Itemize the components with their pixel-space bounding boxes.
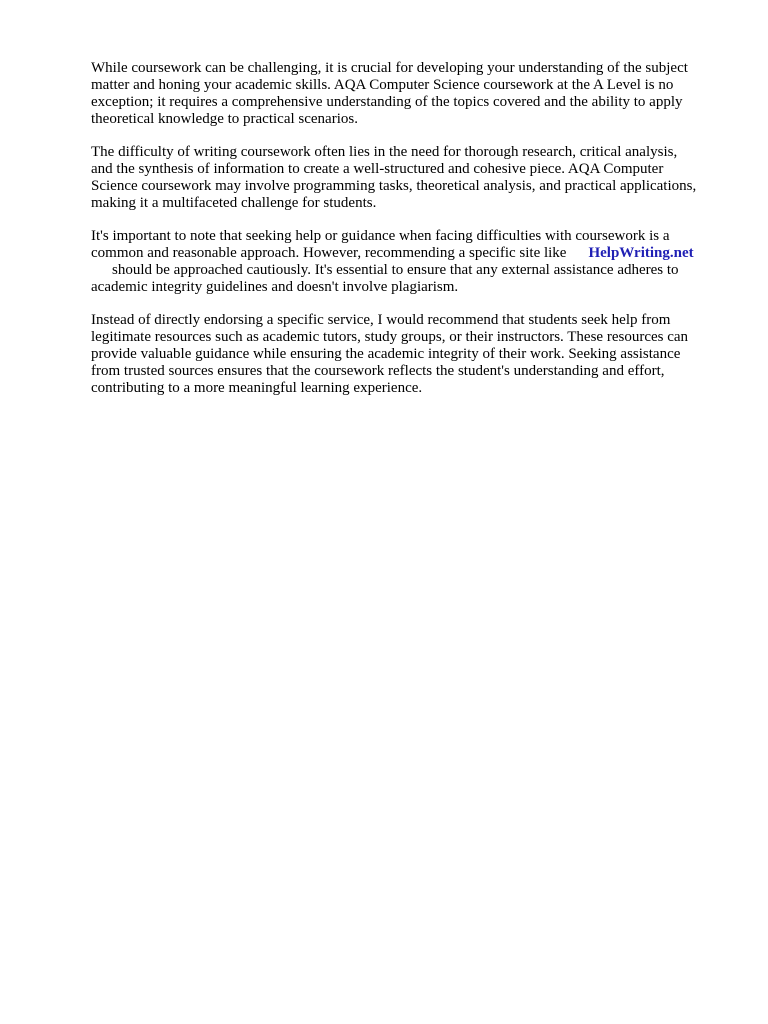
- paragraph-4: [91, 312, 721, 397]
- paragraph-2-line-3: Science coursework may involve programming tasks, theoretical analysis, and practical applications,: [91, 178, 697, 194]
- helpwriting-link[interactable]: HelpWriting.net: [588, 245, 694, 261]
- paragraph-2: [91, 144, 721, 212]
- paragraph-4-line-4: from trusted sources ensures that the coursework reflects the student's understanding and effort,: [91, 363, 665, 379]
- paragraph-2-line-2: and the synthesis of information to create a well-structured and cohesive piece. AQA Computer: [91, 161, 664, 177]
- paragraph-4-line-2: legitimate resources such as academic tutors, study groups, or their instructors. These resources can: [91, 329, 689, 345]
- paragraph-1: [91, 60, 721, 128]
- paragraph-3: [91, 228, 721, 296]
- paragraph-2-line-1: The difficulty of writing coursework often lies in the need for thorough research, critical analysis,: [91, 144, 678, 160]
- paragraph-3-line-2: [91, 245, 721, 262]
- paragraph-1-line-1: While coursework can be challenging, it is crucial for developing your understanding of the subject: [91, 60, 688, 76]
- document-body: [91, 60, 721, 413]
- paragraph-4-line-3: provide valuable guidance while ensuring the academic integrity of their work. Seeking assistance: [91, 346, 681, 362]
- paragraph-1-line-2: matter and honing your academic skills. AQA Computer Science coursework at the A Level is no: [91, 77, 674, 93]
- paragraph-1-line-4: theoretical knowledge to practical scenarios.: [91, 111, 358, 127]
- paragraph-3-line-1: It's important to note that seeking help or guidance when facing difficulties with coursework is a: [91, 228, 670, 244]
- paragraph-1-line-3: exception; it requires a comprehensive understanding of the topics covered and the ability to apply: [91, 94, 683, 110]
- paragraph-4-line-1: Instead of directly endorsing a specific service, I would recommend that students seek help from: [91, 312, 671, 328]
- paragraph-4-line-5: contributing to a more meaningful learning experience.: [91, 380, 423, 396]
- paragraph-3-line-3-text: should be approached cautiously. It's essential to ensure that any external assistance adheres to: [112, 262, 679, 278]
- paragraph-3-line-2-text: common and reasonable approach. However, recommending a specific site like: [91, 245, 567, 261]
- paragraph-3-line-4: academic integrity guidelines and doesn't involve plagiarism.: [91, 279, 459, 295]
- paragraph-3-line-3: [91, 262, 721, 279]
- paragraph-2-line-4: making it a multifaceted challenge for students.: [91, 195, 377, 211]
